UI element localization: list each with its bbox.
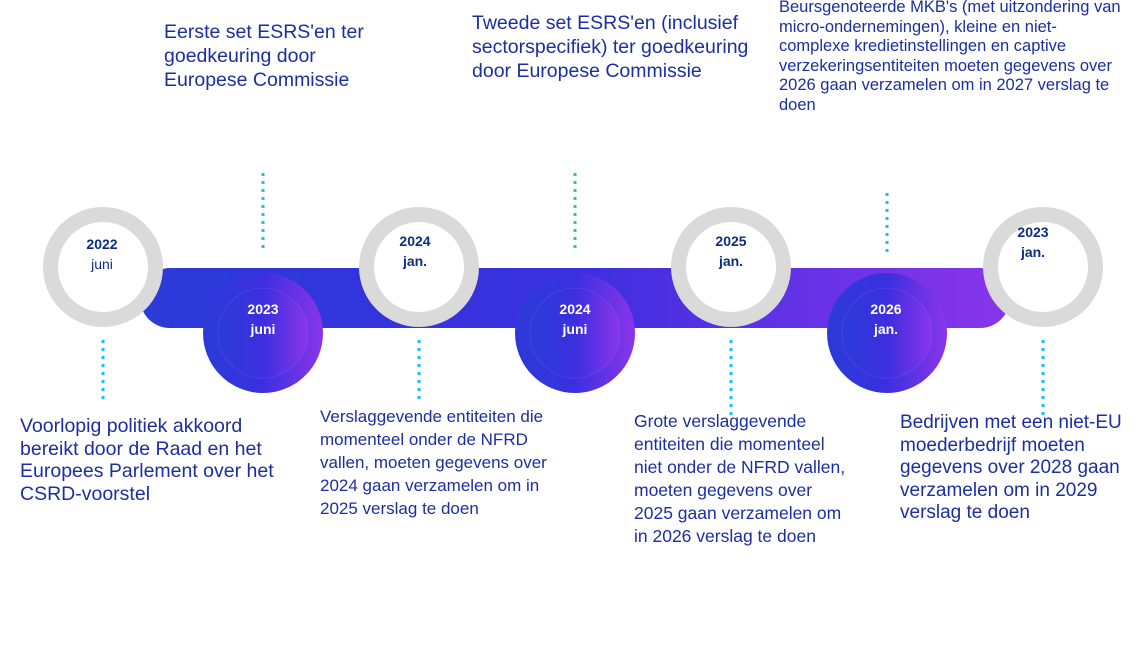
milestone-year: 2023 <box>1017 224 1049 240</box>
description-tweede-set-esrs: Tweede set ESRS'en (inclusief sectorspecifiek) ter goedkeuring door Europese Commissie <box>472 12 749 82</box>
description-voorlopig-akkoord: Voorlopig politiek akkoord bereikt door de Raad en het Europees Parlement over het CSRD-voorstel <box>20 415 274 505</box>
description-niet-eu-moederbedrijf: Bedrijven met een niet-EU moederbedrijf moeten gegevens over 2028 gaan verzamelen om in 2029 verslag te doen <box>900 412 1122 523</box>
milestone-year: 2024 <box>559 301 591 317</box>
milestone-2023-jan <box>973 224 1093 261</box>
milestone-month: juni <box>562 320 588 337</box>
description-grote-entiteiten: Grote verslaggevende entiteiten die momenteel niet onder de NFRD vallen, moeten gegevens over 2025 gaan verzamelen om in 2026 verslag te doen <box>634 411 846 546</box>
milestone-year: 2026 <box>870 301 902 317</box>
milestone-month: jan. <box>402 252 428 269</box>
milestone-2024-jan <box>355 233 475 270</box>
milestone-2023-juni <box>203 301 323 338</box>
milestone-year: 2025 <box>715 233 747 249</box>
milestone-year: 2022 <box>86 236 118 252</box>
milestone-2026-jan <box>826 301 946 338</box>
milestone-month: juni <box>250 320 276 337</box>
milestone-year: 2024 <box>399 233 431 249</box>
milestone-month: juni <box>91 255 113 272</box>
milestone-month: jan. <box>873 320 899 337</box>
milestone-2022-juni <box>42 236 162 273</box>
milestone-2024-juni <box>515 301 635 338</box>
milestone-2025-jan <box>671 233 791 270</box>
milestone-month: jan. <box>718 252 744 269</box>
description-eerste-set-esrs: Eerste set ESRS'en ter goedkeuring door Europese Commissie <box>164 21 364 91</box>
description-beursgenoteerde-mkb: Beursgenoteerde MKB's (met uitzondering van micro-ondernemingen), kleine en niet-complexe kredietinstellingen en captive verzekeringsentiteiten moeten gegevens over 2026 gaan verzamelen om in 2027 verslag te doen <box>779 0 1121 114</box>
milestone-year: 2023 <box>247 301 279 317</box>
description-nfrd-entiteiten: Verslaggevende entiteiten die momenteel onder de NFRD vallen, moeten gegevens over 2024 gaan verzamelen om in 2025 verslag te doen <box>320 407 547 518</box>
milestone-month: jan. <box>1020 243 1046 260</box>
